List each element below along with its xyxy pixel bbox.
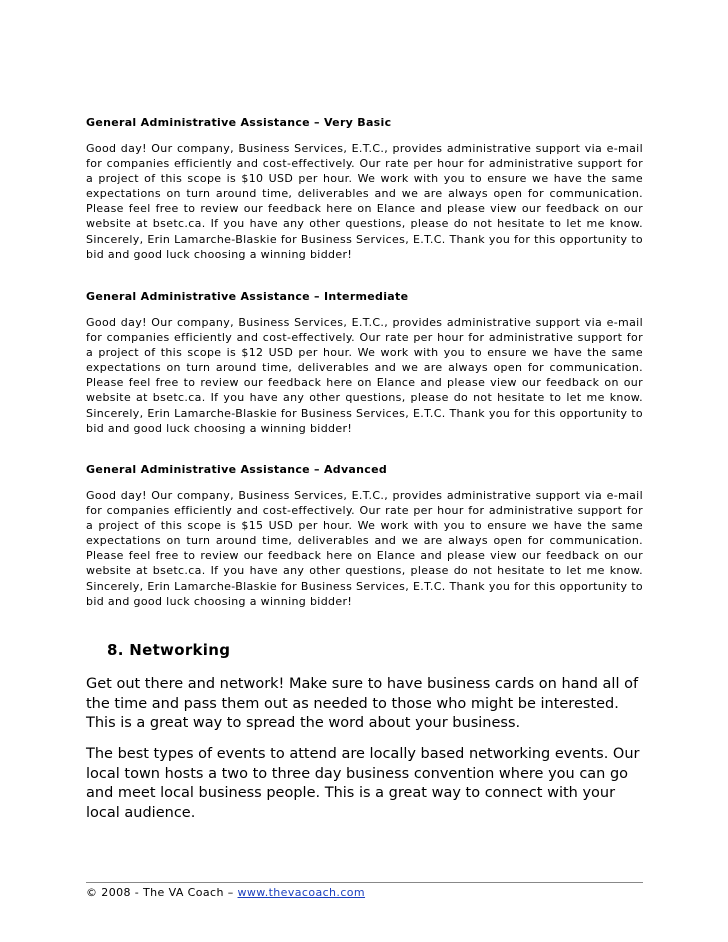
footer-divider bbox=[86, 882, 643, 883]
footer-copyright: © 2008 - The VA Coach – bbox=[86, 886, 238, 899]
networking-heading: 8. Networking bbox=[107, 641, 231, 659]
footer bbox=[86, 886, 365, 899]
section-body-intermediate: Good day! Our company, Business Services, E.T.C., provides administrative support via e-mail for companies efficiently and cost-effectively. Our rate per hour for administrative support for a project of this scope is $12 USD per hour. We work with you to ensure we have the same expectations on turn around time, deliverables and we are always open for communication. Please feel free to review our feedback here on Elance and please view our feedback on our website at bsetc.ca. If you have any other questions, please do not hesitate to let me know. Sincerely, Erin Lamarche-Blaskie for Business Services, E.T.C. Thank you for this opportunity to bid and good luck choosing a winning bidder! bbox=[86, 316, 643, 435]
section-body-advanced: Good day! Our company, Business Services, E.T.C., provides administrative support via e-mail for companies efficiently and cost-effectively. Our rate per hour for administrative support for a project of this scope is $15 USD per hour. We work with you to ensure we have the same expectations on turn around time, deliverables and we are always open for communication. Please feel free to review our feedback here on Elance and please view our feedback on our website at bsetc.ca. If you have any other questions, please do not hesitate to let me know. Sincerely, Erin Lamarche-Blaskie for Business Services, E.T.C. Thank you for this opportunity to bid and good luck choosing a winning bidder! bbox=[86, 489, 643, 608]
footer-website-link[interactable]: www.thevacoach.com bbox=[237, 886, 366, 899]
section-heading-advanced: General Administrative Assistance – Advanced bbox=[86, 463, 388, 476]
networking-paragraph-2: The best types of events to attend are locally based networking events. Our local town hosts a two to three day business convention where you can go and meet local business people. This is a great way to connect with your local audience. bbox=[86, 746, 640, 821]
section-body-very-basic: Good day! Our company, Business Services, E.T.C., provides administrative support via e-mail for companies efficiently and cost-effectively. Our rate per hour for administrative support for a project of this scope is $10 USD per hour. We work with you to ensure we have the same expectations on turn around time, deliverables and we are always open for communication. Please feel free to review our feedback here on Elance and please view our feedback on our website at bsetc.ca. If you have any other questions, please do not hesitate to let me know. Sincerely, Erin Lamarche-Blaskie for Business Services, E.T.C. Thank you for this opportunity to bid and good luck choosing a winning bidder! bbox=[86, 142, 643, 261]
networking-paragraph-1: Get out there and network! Make sure to have business cards on hand all of the time and pass them out as needed to those who might be interested. This is a great way to spread the word about your business. bbox=[86, 676, 639, 732]
section-heading-very-basic: General Administrative Assistance – Very Basic bbox=[86, 116, 392, 129]
section-heading-intermediate: General Administrative Assistance – Intermediate bbox=[86, 290, 409, 303]
